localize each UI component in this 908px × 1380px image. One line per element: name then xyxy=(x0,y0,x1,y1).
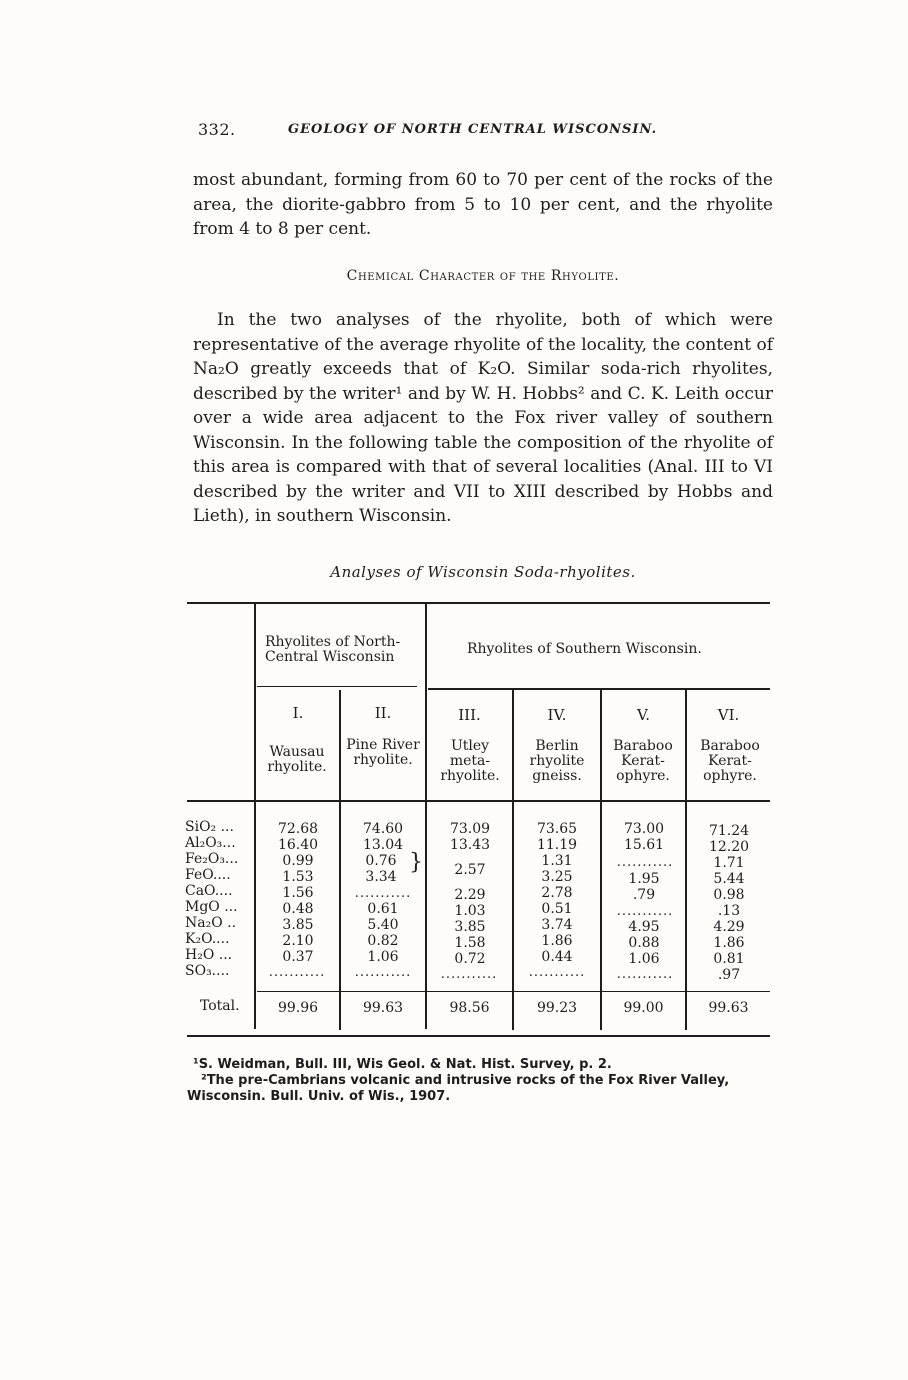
cell: 5.40 xyxy=(367,917,399,933)
cell: 72.68 xyxy=(277,821,319,837)
row-label-cao: CaO.... xyxy=(185,883,233,899)
cell: .97 xyxy=(717,967,741,983)
brace-mark: } xyxy=(409,850,423,875)
row-label-na2o: Na₂O .. xyxy=(185,915,237,931)
col-desc-6: Baraboo Kerat-ophyre. xyxy=(700,738,760,784)
cell: 1.56 xyxy=(282,885,314,901)
total-cell: 98.56 xyxy=(449,1000,490,1016)
total-rule xyxy=(257,991,770,992)
total-cell: 99.00 xyxy=(623,1000,664,1016)
table-bottom-rule xyxy=(187,1035,770,1037)
footnote-2: ²The pre-Cambrians volcanic and intrusive rocks of the Fox River Valley, Wisconsin. Bull. Univ. of Wis., 1907. xyxy=(187,1073,730,1104)
cell: 3.25 xyxy=(541,869,573,885)
cell: 0.99 xyxy=(282,853,314,869)
cell: 0.98 xyxy=(713,887,745,903)
cell: 2.78 xyxy=(541,885,573,901)
cell: 0.44 xyxy=(541,949,573,965)
row-label-feo: FeO.... xyxy=(185,867,231,883)
footnotes xyxy=(187,1057,767,1105)
cell: 73.00 xyxy=(623,821,665,837)
cell-empty: ........... xyxy=(616,968,674,982)
cell: .79 xyxy=(632,887,656,903)
cell: 2.57 xyxy=(454,862,486,878)
table-top-rule xyxy=(187,602,770,604)
cell: 73.09 xyxy=(449,821,491,837)
cell-empty: ........... xyxy=(354,887,412,901)
cell: 1.95 xyxy=(628,871,660,887)
cell-empty: ........... xyxy=(354,966,412,980)
col-divider-label xyxy=(254,604,256,1029)
row-label-h2o: H₂O ... xyxy=(185,947,233,963)
col-numeral-4: IV. xyxy=(547,706,567,724)
header-bottom-rule xyxy=(187,800,770,802)
cell: .13 xyxy=(717,903,741,919)
cell: 13.04 xyxy=(362,837,404,853)
cell: 1.86 xyxy=(541,933,573,949)
cell-empty: ........... xyxy=(440,968,498,982)
cell: 1.03 xyxy=(454,903,486,919)
col-desc-4: Berlin rhyolite gneiss. xyxy=(529,738,585,784)
col-divider-4 xyxy=(600,690,602,1030)
paragraph-1: most abundant, forming from 60 to 70 per cent of the rocks of the area, the diorite-gabbro from 5 to 10 per cent, and the rhyolite from 4 to 8 per cent. xyxy=(193,170,773,239)
cell: 1.53 xyxy=(282,869,314,885)
cell: 16.40 xyxy=(277,837,319,853)
cell: 11.19 xyxy=(536,837,578,853)
cell: 0.72 xyxy=(454,951,486,967)
col-divider-5 xyxy=(685,690,687,1030)
col-divider-group xyxy=(425,604,427,1029)
cell: 73.65 xyxy=(536,821,578,837)
cell-empty: ........... xyxy=(268,966,326,980)
col-numeral-5: V. xyxy=(637,706,650,724)
cell: 0.51 xyxy=(541,901,573,917)
total-label: Total. xyxy=(200,998,240,1014)
cell: 12.20 xyxy=(708,839,750,855)
analyses-table xyxy=(185,602,770,1042)
cell: 1.06 xyxy=(628,951,660,967)
cell: 1.06 xyxy=(367,949,399,965)
cell: 0.37 xyxy=(282,949,314,965)
page-number: 332. xyxy=(198,120,236,139)
group-rule-north xyxy=(257,686,417,687)
cell: 0.82 xyxy=(367,933,399,949)
col-divider-3 xyxy=(512,690,514,1030)
total-cell: 99.96 xyxy=(277,1000,319,1016)
col-numeral-6: VI. xyxy=(717,706,740,724)
cell-empty: ........... xyxy=(616,856,674,870)
col-desc-3: Utley meta-rhyolite. xyxy=(440,738,500,784)
cell: 13.43 xyxy=(449,837,491,853)
col-numeral-2: II. xyxy=(374,704,392,722)
group-rule-south xyxy=(428,688,770,690)
row-label-so3: SO₃.... xyxy=(185,963,230,979)
row-label-mgo: MgO ... xyxy=(185,899,238,915)
col-desc-2: Pine River rhyolite. xyxy=(346,737,420,768)
cell-empty: ........... xyxy=(528,966,586,980)
col-desc-1: Wausau rhyolite. xyxy=(267,744,327,775)
cell: 3.74 xyxy=(541,917,573,933)
cell: 0.76 xyxy=(365,853,397,869)
cell: 5.44 xyxy=(713,871,745,887)
cell: 1.71 xyxy=(713,855,745,871)
cell: 4.29 xyxy=(713,919,745,935)
cell-empty: ........... xyxy=(616,905,674,919)
col-desc-5: Baraboo Kerat-ophyre. xyxy=(613,738,673,784)
cell: 3.34 xyxy=(365,869,397,885)
cell: 1.31 xyxy=(541,853,573,869)
row-label-fe2o3: Fe₂O₃... xyxy=(185,851,239,867)
cell: 2.29 xyxy=(454,887,486,903)
running-title: GEOLOGY OF NORTH CENTRAL WISCONSIN. xyxy=(288,122,658,137)
cell: 0.81 xyxy=(713,951,745,967)
col-numeral-3: III. xyxy=(458,706,481,724)
cell: 15.61 xyxy=(623,837,665,853)
table-caption: Analyses of Wisconsin Soda-rhyolites. xyxy=(330,563,636,581)
cell: 0.48 xyxy=(282,901,314,917)
cell: 74.60 xyxy=(362,821,404,837)
total-cell: 99.63 xyxy=(708,1000,749,1016)
section-heading: Chemical Character of the Rhyolite. xyxy=(346,268,620,284)
cell: 3.85 xyxy=(454,919,486,935)
cell: 3.85 xyxy=(282,917,314,933)
row-label-sio2: SiO₂ ... xyxy=(185,819,234,835)
cell: 4.95 xyxy=(628,919,660,935)
cell: 1.86 xyxy=(713,935,745,951)
cell: 0.61 xyxy=(367,901,399,917)
cell: 0.88 xyxy=(628,935,660,951)
cell: 1.58 xyxy=(454,935,486,951)
row-label-k2o: K₂O.... xyxy=(185,931,230,947)
cell: 2.10 xyxy=(282,933,314,949)
paragraph-2: In the two analyses of the rhyolite, both of which were representative of the average rhyolite of the locality, the content of Na₂O greatly exceeds that of K₂O. Similar soda-rich rhyolites, described by the writer¹ and by W. H. Hobbs² and C. K. Leith occur over a wide area adjacent to the Fox river valley of southern Wisconsin. In the following table the composition of the rhyolite of this area is compared with that of several localities (Anal. III to VI described by the writer and VII to XIII described by Hobbs and Lieth), in southern Wisconsin. xyxy=(193,310,773,526)
cell: 71.24 xyxy=(708,823,750,839)
col-numeral-1: I. xyxy=(292,704,304,722)
total-cell: 99.23 xyxy=(536,1000,578,1016)
group-header-north: Rhyolites of North-Central Wisconsin xyxy=(265,634,401,665)
footnote-1: ¹S. Weidman, Bull. III, Wis Geol. & Nat. Hist. Survey, p. 2. xyxy=(193,1057,612,1072)
total-cell: 99.63 xyxy=(362,1000,404,1016)
row-label-al2o3: Al₂O₃... xyxy=(185,835,236,851)
group-header-south: Rhyolites of Southern Wisconsin. xyxy=(467,641,702,657)
